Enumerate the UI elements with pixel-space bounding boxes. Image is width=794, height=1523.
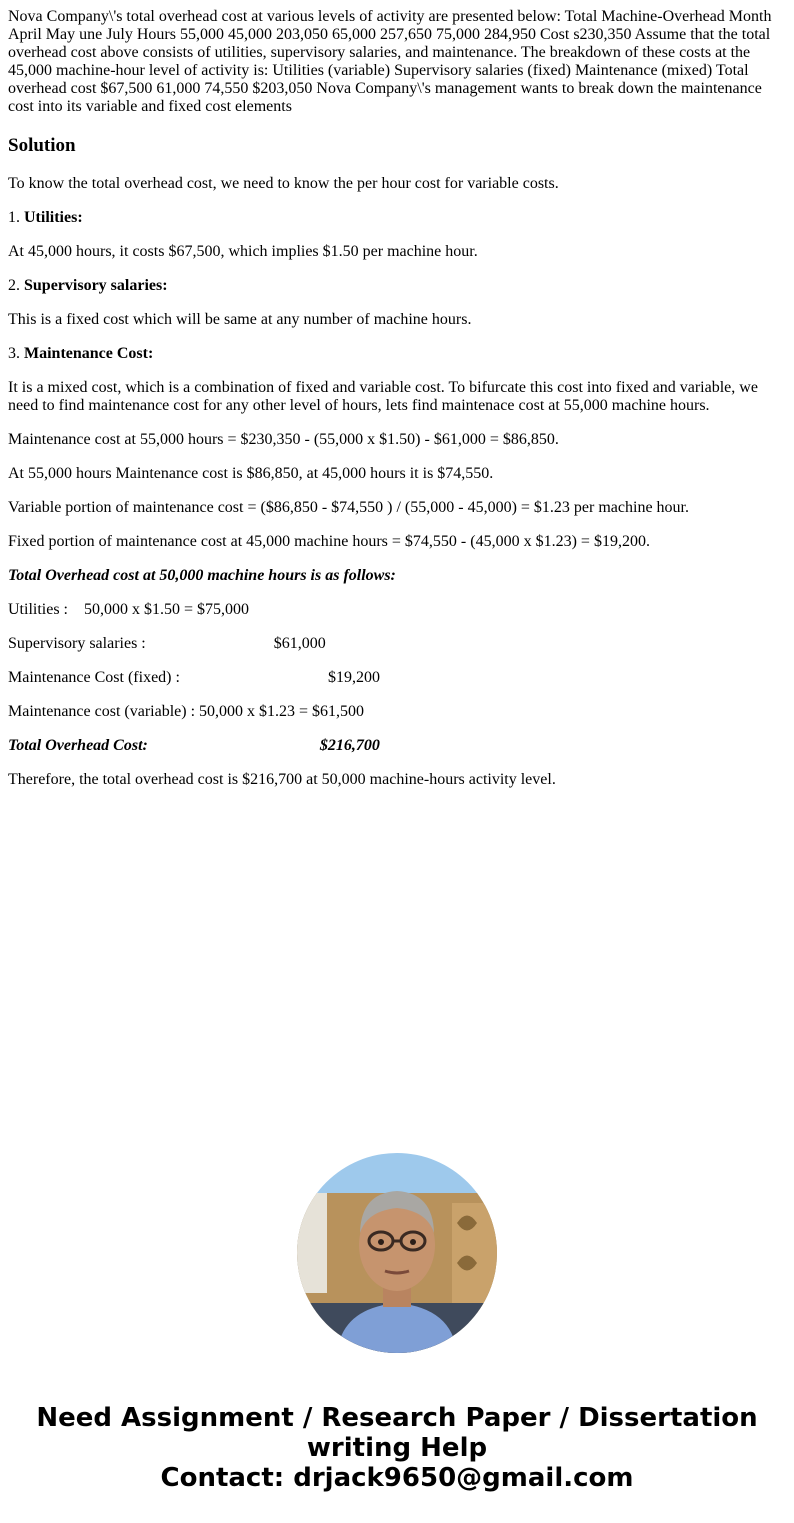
summary-value: $61,000 xyxy=(273,635,326,652)
calc-line: Fixed portion of maintenance cost at 45,000 machine hours = $74,550 - (45,000 x $1.23) = $19,200. xyxy=(8,533,650,550)
conclusion-text: Therefore, the total overhead cost is $216,700 at 50,000 machine-hours activity level. xyxy=(8,771,556,788)
summary-label: Utilities : xyxy=(8,601,68,618)
total-value: $216,700 xyxy=(319,737,380,754)
footer-line: writing Help xyxy=(306,1433,488,1463)
item-maintenance-text: It is a mixed cost, which is a combination of fixed and variable cost. To bifurcate this cost into fixed and variable, we need to find maintenance cost for any other level of hours, lets find maintenace cost at 55,000 machine hours. xyxy=(8,379,758,414)
footer-line: Need Assignment / Research Paper / Dissertation xyxy=(36,1403,758,1433)
summary-line-utilities xyxy=(8,601,786,619)
calc-line: Maintenance cost at 55,000 hours = $230,350 - (55,000 x $1.50) - $61,000 = $86,850. xyxy=(8,431,559,448)
solution-heading: Solution xyxy=(8,135,76,156)
summary-line-maintenance-variable xyxy=(8,703,786,721)
person-portrait-icon xyxy=(297,1153,497,1353)
total-line xyxy=(8,737,786,755)
solution-intro: To know the total overhead cost, we need to know the per hour cost for variable costs. xyxy=(8,175,559,192)
summary-line-maintenance-fixed xyxy=(8,669,786,687)
item-supervisory-text: This is a fixed cost which will be same at any number of machine hours. xyxy=(8,311,472,328)
document-body xyxy=(8,8,786,789)
summary-label: Maintenance Cost (fixed) : xyxy=(8,669,180,686)
item-supervisory-heading xyxy=(8,277,786,295)
summary-value: 50,000 x $1.50 = $75,000 xyxy=(84,601,250,618)
calc-line: At 55,000 hours Maintenance cost is $86,850, at 45,000 hours it is $74,550. xyxy=(8,465,494,482)
summary-value: $19,200 xyxy=(327,669,380,686)
calc-line: Variable portion of maintenance cost = ($86,850 - $74,550 ) / (55,000 - 45,000) = $1.23 per machine hour. xyxy=(8,499,689,516)
question-text: Nova Company\'s total overhead cost at various levels of activity are presented below: Total Machine-Overhead Month April May une July Hours 55,000 45,000 203,050 65,000 257,650 75,000 284,950 Cost s230,350 Assume that the total overhead cost above consists of utilities, supervisory salaries, and maintenance. The breakdown of these costs at the 45,000 machine-hour level of activity is: Utilities (variable) Supervisory salaries (fixed) Maintenance (mixed) Total overhead cost $67,500 61,000 74,550 $203,050 Nova Company\'s management wants to break down the maintenance cost into its variable and fixed cost elements xyxy=(8,8,772,115)
author-avatar xyxy=(297,1153,497,1353)
item-number: 2. xyxy=(8,277,24,294)
item-maintenance-heading xyxy=(8,345,786,363)
summary-value: 50,000 x $1.23 = $61,500 xyxy=(199,703,365,720)
total-label: Total Overhead Cost: xyxy=(8,737,148,754)
item-title: Supervisory salaries: xyxy=(24,277,168,294)
summary-label: Maintenance cost (variable) : xyxy=(8,703,196,720)
item-number: 3. xyxy=(8,345,24,362)
summary-label: Supervisory salaries : xyxy=(8,635,146,652)
footer-contact-banner xyxy=(0,1403,794,1493)
item-number: 1. xyxy=(8,209,24,226)
item-utilities-heading xyxy=(8,209,786,227)
summary-heading: Total Overhead cost at 50,000 machine hours is as follows: xyxy=(8,567,396,584)
item-title: Utilities: xyxy=(24,209,83,226)
footer-contact-line: Contact: drjack9650@gmail.com xyxy=(160,1463,634,1493)
item-utilities-text: At 45,000 hours, it costs $67,500, which implies $1.50 per machine hour. xyxy=(8,243,478,260)
item-title: Maintenance Cost: xyxy=(24,345,154,362)
summary-line-supervisory xyxy=(8,635,786,653)
